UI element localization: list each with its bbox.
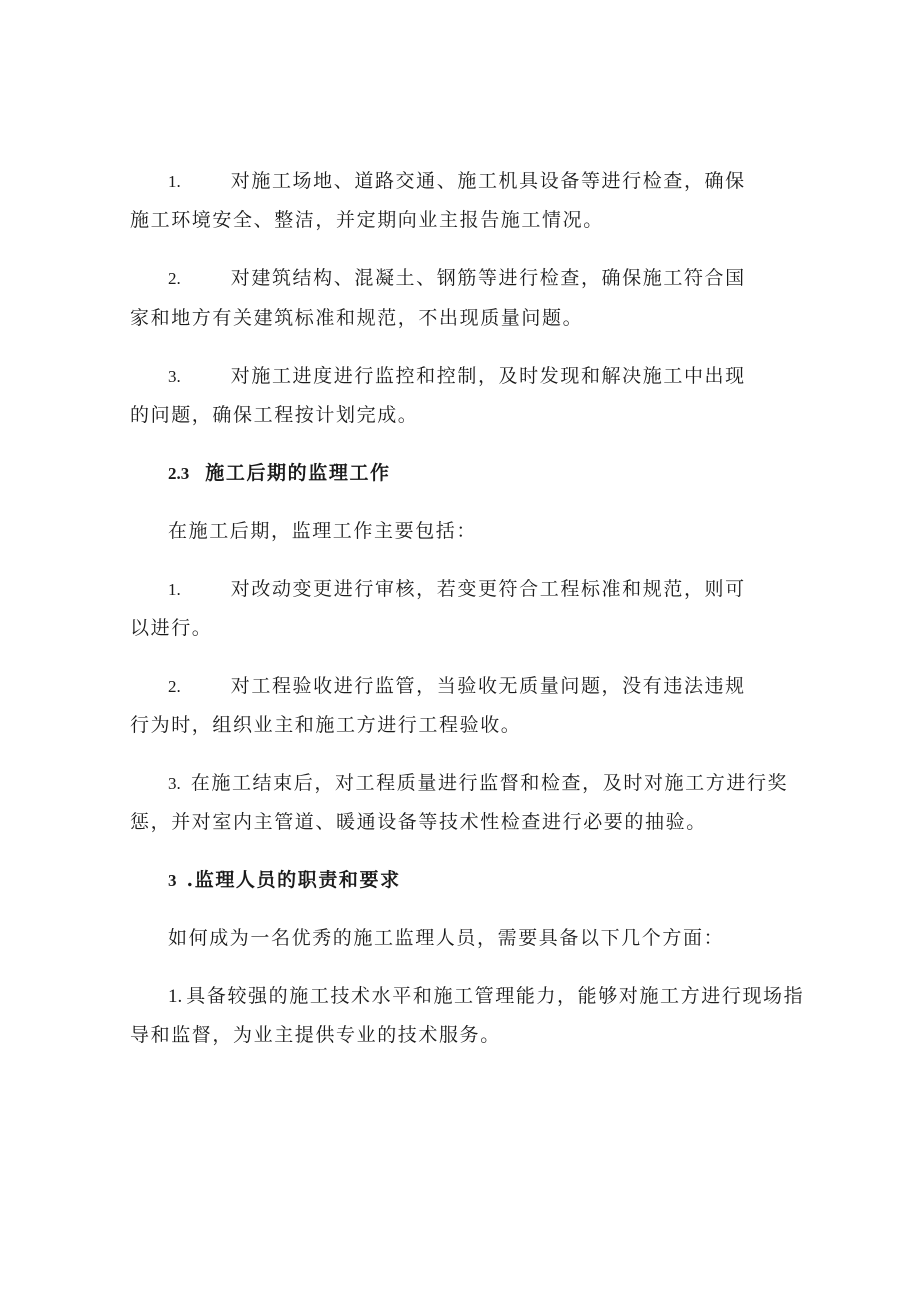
list-item-first-line	[168, 264, 746, 293]
list-item-continuation: 以进行。	[130, 617, 213, 639]
list-item-first-line	[168, 672, 746, 701]
list-item-text: 在施工结束后，对工程质量进行监督和检查，及时对施工方进行奖	[190, 772, 789, 794]
list-item-continuation: 施工环境安全、整洁，并定期向业主报告施工情况。	[130, 209, 604, 231]
list-item-continuation: 行为时，组织业主和施工方进行工程验收。	[130, 714, 522, 736]
list-item-continuation: 导和监督，为业主提供专业的技术服务。	[130, 1024, 501, 1046]
section-heading-number: 3	[168, 871, 177, 890]
list-item-number: 1.	[168, 580, 181, 599]
list-item-text: 具备较强的施工技术水平和施工管理能力，能够对施工方进行现场指	[186, 985, 805, 1007]
list-item-first-line	[168, 167, 746, 196]
list-item-text: 对工程验收进行监管，当验收无质量问题，没有违法违规	[230, 675, 746, 697]
section-heading-text: 施工后期的监理工作	[205, 462, 391, 484]
list-item-continuation: 家和地方有关建筑标准和规范，不出现质量问题。	[130, 307, 584, 329]
section-intro: 如何成为一名优秀的施工监理人员，需要具备以下几个方面：	[168, 927, 725, 949]
list-item-first-line	[168, 362, 746, 391]
list-item-first-line	[168, 982, 804, 1011]
list-item-number: 1.	[168, 172, 181, 191]
list-item-number: 1.	[168, 986, 183, 1007]
list-item-number: 2.	[168, 677, 181, 696]
section-heading-number: 2.3	[168, 464, 190, 483]
list-item-number: 3.	[168, 367, 181, 386]
section-heading	[168, 459, 391, 488]
list-item-first-line	[168, 769, 788, 798]
list-item-text: 对改动变更进行审核，若变更符合工程标准和规范，则可	[230, 578, 746, 600]
list-item-number: 2.	[168, 269, 181, 288]
list-item-continuation: 的问题，确保工程按计划完成。	[130, 404, 419, 426]
list-item-text: 对施工进度进行监控和控制，及时发现和解决施工中出现	[230, 365, 746, 387]
list-item-number: 3.	[168, 774, 181, 793]
list-item-continuation: 惩，并对室内主管道、暖通设备等技术性检查进行必要的抽验。	[130, 811, 707, 833]
list-item-text: 对施工场地、道路交通、施工机具设备等进行检查，确保	[230, 170, 746, 192]
section-intro: 在施工后期，监理工作主要包括：	[168, 520, 478, 542]
list-item-first-line	[168, 575, 746, 604]
section-heading	[168, 866, 401, 895]
list-item-text: 对建筑结构、混凝土、钢筋等进行检查，确保施工符合国	[230, 267, 746, 289]
section-heading-text: .监理人员的职责和要求	[186, 869, 401, 891]
